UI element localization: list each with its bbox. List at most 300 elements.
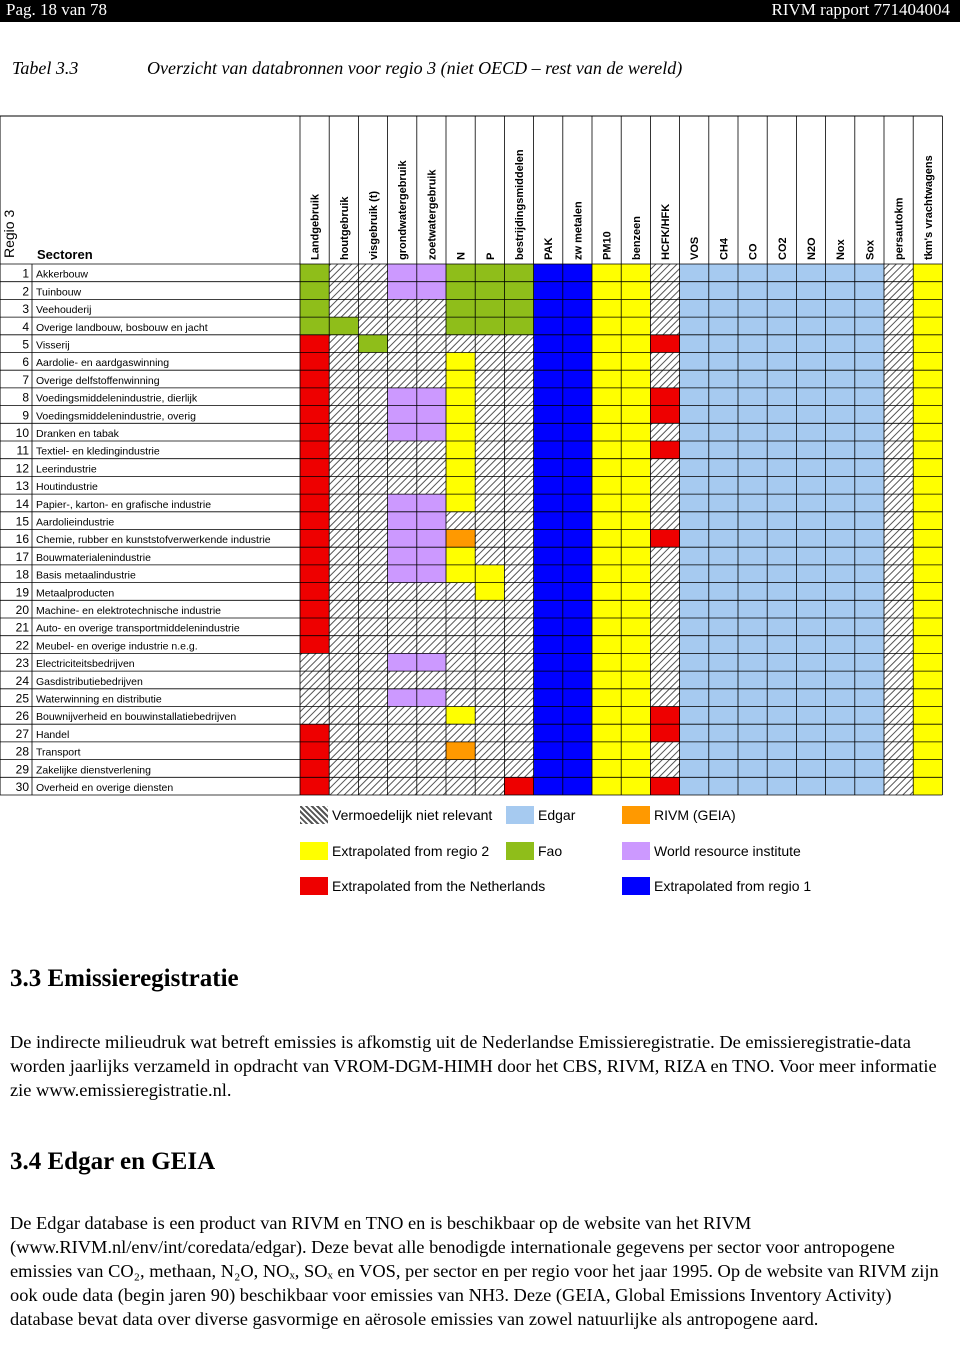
matrix-cell (709, 406, 738, 424)
matrix-cell (913, 547, 942, 565)
matrix-cell (796, 299, 825, 317)
matrix-cell (680, 707, 709, 725)
matrix-cell (650, 600, 679, 618)
matrix-cell (680, 724, 709, 742)
matrix-cell (504, 388, 533, 406)
sector-name: Overheid en overige diensten (36, 782, 174, 794)
matrix-cell (855, 689, 884, 707)
matrix-cell (884, 370, 913, 388)
matrix-cell (884, 636, 913, 654)
matrix-cell (329, 353, 358, 371)
matrix-cell (475, 777, 504, 795)
matrix-cell (680, 565, 709, 583)
matrix-cell (300, 565, 329, 583)
matrix-cell (709, 264, 738, 282)
matrix-cell (475, 760, 504, 778)
matrix-cell (417, 423, 446, 441)
matrix-cell (709, 671, 738, 689)
matrix-cell (709, 423, 738, 441)
sector-name: Auto- en overige transportmiddelenindustrie (36, 622, 240, 635)
matrix-cell (563, 760, 592, 778)
matrix-cell (300, 530, 329, 548)
matrix-cell (300, 335, 329, 353)
matrix-cell (680, 335, 709, 353)
matrix-cell (504, 459, 533, 477)
matrix-cell (650, 423, 679, 441)
matrix-cell (680, 777, 709, 795)
sector-name: Textiel- en kledingindustrie (36, 445, 160, 458)
matrix-cell (388, 441, 417, 459)
matrix-cell (767, 423, 796, 441)
matrix-cell (680, 388, 709, 406)
column-header: visgebruik (t) (368, 190, 380, 260)
column-header: houtgebruik (338, 196, 351, 260)
matrix-cell (300, 370, 329, 388)
matrix-cell (592, 370, 621, 388)
matrix-cell (388, 459, 417, 477)
matrix-cell (855, 671, 884, 689)
matrix-cell (592, 494, 621, 512)
matrix-cell (680, 459, 709, 477)
matrix-cell (738, 547, 767, 565)
matrix-cell (709, 476, 738, 494)
matrix-cell (358, 777, 387, 795)
matrix-cell (796, 406, 825, 424)
sector-number: 12 (15, 461, 29, 476)
matrix-cell (884, 565, 913, 583)
matrix-cell (738, 370, 767, 388)
matrix-cell (621, 282, 650, 300)
matrix-cell (738, 618, 767, 636)
matrix-cell (563, 476, 592, 494)
matrix-cell (913, 689, 942, 707)
matrix-cell (913, 742, 942, 760)
matrix-cell (680, 476, 709, 494)
legend-label: Vermoedelijk niet relevant (332, 807, 493, 823)
matrix-cell (680, 353, 709, 371)
matrix-cell (563, 653, 592, 671)
matrix-cell (563, 299, 592, 317)
matrix-cell (767, 760, 796, 778)
matrix-cell (417, 689, 446, 707)
matrix-cell (300, 689, 329, 707)
matrix-cell (738, 707, 767, 725)
matrix-cell (913, 600, 942, 618)
matrix-cell (358, 476, 387, 494)
matrix-cell (504, 583, 533, 601)
matrix-cell (621, 370, 650, 388)
matrix-cell (884, 689, 913, 707)
matrix-cell (855, 583, 884, 601)
column-header: CO2 (776, 237, 789, 260)
matrix-cell (767, 547, 796, 565)
matrix-cell (913, 388, 942, 406)
matrix-cell (358, 370, 387, 388)
matrix-cell (388, 388, 417, 406)
matrix-cell (592, 618, 621, 636)
column-header: PM10 (601, 231, 614, 260)
matrix-cell (884, 742, 913, 760)
matrix-cell (767, 707, 796, 725)
matrix-cell (446, 264, 475, 282)
sectors-label: Sectoren (37, 247, 93, 262)
matrix-cell (300, 653, 329, 671)
matrix-cell (826, 742, 855, 760)
matrix-cell (475, 299, 504, 317)
matrix-cell (709, 724, 738, 742)
matrix-cell (767, 317, 796, 335)
matrix-cell (680, 406, 709, 424)
matrix-cell (621, 653, 650, 671)
matrix-cell (767, 618, 796, 636)
sector-name: Houtindustrie (36, 481, 98, 494)
matrix-cell (592, 353, 621, 371)
matrix-cell (709, 530, 738, 548)
matrix-cell (534, 388, 563, 406)
sector-number: 25 (15, 691, 29, 706)
matrix-cell (913, 476, 942, 494)
sector-name: Machine- en elektrotechnische industrie (36, 605, 222, 617)
sector-number: 18 (15, 567, 29, 582)
matrix-cell (738, 459, 767, 477)
matrix-cell (534, 335, 563, 353)
matrix-cell (417, 388, 446, 406)
matrix-cell (796, 282, 825, 300)
matrix-cell (709, 353, 738, 371)
matrix-cell (709, 441, 738, 459)
matrix-cell (621, 264, 650, 282)
matrix-cell (504, 335, 533, 353)
matrix-cell (358, 707, 387, 725)
matrix-cell (592, 671, 621, 689)
matrix-cell (300, 353, 329, 371)
matrix-cell (680, 423, 709, 441)
sector-name: Tuinbouw (36, 286, 82, 299)
matrix-cell (592, 742, 621, 760)
matrix-cell (592, 423, 621, 441)
matrix-cell (884, 317, 913, 335)
matrix-cell (300, 512, 329, 530)
matrix-cell (826, 724, 855, 742)
matrix-cell (680, 600, 709, 618)
matrix-cell (592, 760, 621, 778)
matrix-cell (417, 299, 446, 317)
matrix-cell (680, 370, 709, 388)
matrix-cell (563, 317, 592, 335)
matrix-cell (417, 618, 446, 636)
column-header: Sox (864, 239, 877, 260)
matrix-cell (504, 512, 533, 530)
matrix-cell (913, 459, 942, 477)
sector-name: Meubel- en overige industrie n.e.g. (36, 640, 198, 653)
matrix-cell (504, 724, 533, 742)
matrix-cell (826, 476, 855, 494)
matrix-cell (388, 423, 417, 441)
matrix-cell (650, 636, 679, 654)
matrix-cell (534, 583, 563, 601)
matrix-cell (534, 547, 563, 565)
matrix-cell (504, 530, 533, 548)
sector-name: Papier-, karton- en grafische industrie (36, 498, 212, 511)
matrix-cell (650, 494, 679, 512)
matrix-cell (884, 512, 913, 530)
column-header: VOS (689, 236, 702, 260)
matrix-cell (329, 317, 358, 335)
table-label: Tabel 3.3 (12, 58, 79, 78)
section-heading-edgar-geia: 3.4 Edgar en GEIA (10, 1148, 216, 1175)
matrix-cell (709, 282, 738, 300)
legend-swatch (622, 842, 650, 860)
matrix-cell (475, 689, 504, 707)
matrix-cell (709, 618, 738, 636)
matrix-cell (475, 565, 504, 583)
matrix-cell (563, 388, 592, 406)
matrix-cell (300, 388, 329, 406)
matrix-cell (563, 547, 592, 565)
matrix-cell (621, 317, 650, 335)
matrix-cell (446, 583, 475, 601)
matrix-cell (329, 530, 358, 548)
matrix-cell (855, 600, 884, 618)
matrix-cell (680, 317, 709, 335)
column-header: Nox (835, 239, 848, 260)
matrix-cell (621, 459, 650, 477)
matrix-cell (358, 600, 387, 618)
matrix-cell (592, 600, 621, 618)
matrix-cell (855, 264, 884, 282)
matrix-cell (738, 760, 767, 778)
matrix-cell (446, 565, 475, 583)
matrix-cell (913, 423, 942, 441)
report-id: RIVM rapport 771404004 (771, 0, 950, 19)
matrix-cell (884, 618, 913, 636)
matrix-cell (767, 600, 796, 618)
matrix-cell (475, 636, 504, 654)
matrix-cell (796, 530, 825, 548)
matrix-cell (300, 777, 329, 795)
matrix-cell (621, 494, 650, 512)
matrix-cell (329, 742, 358, 760)
matrix-cell (680, 671, 709, 689)
matrix-cell (446, 353, 475, 371)
matrix-cell (826, 406, 855, 424)
matrix-cell (650, 459, 679, 477)
matrix-cell (388, 264, 417, 282)
matrix-cell (417, 353, 446, 371)
matrix-cell (329, 760, 358, 778)
matrix-cell (621, 777, 650, 795)
matrix-cell (796, 583, 825, 601)
column-header: zw metalen (572, 201, 585, 260)
matrix-cell (504, 760, 533, 778)
matrix-cell (300, 476, 329, 494)
legend-label: World resource institute (654, 843, 801, 859)
matrix-cell (475, 441, 504, 459)
matrix-cell (650, 317, 679, 335)
matrix-cell (855, 317, 884, 335)
matrix-cell (592, 282, 621, 300)
matrix-cell (300, 742, 329, 760)
matrix-cell (300, 441, 329, 459)
matrix-cell (446, 530, 475, 548)
matrix-cell (680, 299, 709, 317)
matrix-cell (300, 282, 329, 300)
matrix-cell (475, 423, 504, 441)
matrix-cell (709, 299, 738, 317)
region-label: Regio 3 (1, 209, 17, 258)
matrix-cell (650, 671, 679, 689)
matrix-cell (826, 565, 855, 583)
matrix-cell (534, 512, 563, 530)
matrix-cell (826, 707, 855, 725)
matrix-cell (475, 547, 504, 565)
matrix-cell (913, 494, 942, 512)
matrix-cell (388, 653, 417, 671)
legend-label: Edgar (538, 807, 576, 823)
sector-number: 15 (15, 514, 29, 529)
matrix-cell (767, 282, 796, 300)
matrix-cell (709, 636, 738, 654)
matrix-cell (796, 600, 825, 618)
matrix-cell (650, 476, 679, 494)
matrix-cell (446, 600, 475, 618)
matrix-cell (855, 406, 884, 424)
matrix-cell (826, 600, 855, 618)
column-header: N (455, 252, 468, 260)
matrix-cell (709, 583, 738, 601)
matrix-cell (884, 724, 913, 742)
matrix-cell (826, 760, 855, 778)
matrix-cell (826, 530, 855, 548)
matrix-cell (767, 370, 796, 388)
matrix-cell (621, 512, 650, 530)
matrix-cell (358, 264, 387, 282)
matrix-cell (738, 317, 767, 335)
matrix-cell (913, 707, 942, 725)
matrix-cell (738, 565, 767, 583)
matrix-cell (680, 530, 709, 548)
matrix-cell (738, 406, 767, 424)
matrix-cell (475, 671, 504, 689)
matrix-cell (446, 547, 475, 565)
matrix-cell (884, 760, 913, 778)
matrix-cell (592, 724, 621, 742)
matrix-cell (592, 707, 621, 725)
matrix-cell (913, 335, 942, 353)
matrix-cell (796, 388, 825, 406)
matrix-cell (475, 406, 504, 424)
sector-name: Bouwnijverheid en bouwinstallatiebedrijven (36, 711, 237, 724)
matrix-cell (388, 760, 417, 778)
matrix-cell (388, 530, 417, 548)
matrix-cell (446, 777, 475, 795)
matrix-cell (884, 459, 913, 477)
matrix-cell (329, 299, 358, 317)
matrix-cell (358, 636, 387, 654)
matrix-cell (417, 370, 446, 388)
sector-number: 11 (16, 443, 29, 458)
legend-label: Fao (538, 843, 563, 859)
legend-swatch (300, 842, 328, 860)
matrix-cell (680, 618, 709, 636)
matrix-cell (680, 689, 709, 707)
matrix-cell (446, 618, 475, 636)
matrix-cell (855, 494, 884, 512)
matrix-cell (534, 282, 563, 300)
matrix-cell (650, 742, 679, 760)
matrix-cell (417, 547, 446, 565)
matrix-cell (796, 653, 825, 671)
sector-name: Handel (36, 728, 70, 741)
matrix-cell (796, 565, 825, 583)
matrix-cell (796, 671, 825, 689)
matrix-cell (738, 653, 767, 671)
matrix-cell (475, 317, 504, 335)
column-header: CO (747, 243, 760, 260)
matrix-cell (300, 459, 329, 477)
matrix-cell (329, 547, 358, 565)
matrix-cell (534, 565, 563, 583)
matrix-cell (650, 707, 679, 725)
column-header: bestrijdingsmiddelen (514, 149, 526, 260)
matrix-cell (855, 282, 884, 300)
matrix-cell (417, 317, 446, 335)
sector-name: Veehouderij (36, 304, 92, 317)
sector-number: 6 (22, 355, 29, 370)
sector-name: Basis metaalindustrie (36, 569, 136, 582)
matrix-cell (329, 264, 358, 282)
matrix-cell (475, 707, 504, 725)
matrix-cell (796, 618, 825, 636)
matrix-cell (884, 777, 913, 795)
matrix-cell (417, 724, 446, 742)
matrix-cell (767, 724, 796, 742)
matrix-cell (358, 299, 387, 317)
matrix-cell (300, 618, 329, 636)
matrix-cell (417, 459, 446, 477)
matrix-cell (300, 760, 329, 778)
matrix-cell (475, 264, 504, 282)
sector-number: 13 (15, 479, 29, 494)
matrix-cell (388, 547, 417, 565)
matrix-cell (329, 388, 358, 406)
matrix-cell (913, 653, 942, 671)
column-header: zoetwatergebruik (426, 169, 439, 260)
matrix-cell (826, 494, 855, 512)
matrix-cell (826, 618, 855, 636)
matrix-cell (300, 547, 329, 565)
matrix-cell (388, 494, 417, 512)
matrix-cell (358, 618, 387, 636)
sector-number: 26 (15, 709, 29, 724)
matrix-cell (826, 388, 855, 406)
matrix-cell (650, 760, 679, 778)
matrix-cell (884, 406, 913, 424)
matrix-cell (884, 335, 913, 353)
matrix-cell (767, 388, 796, 406)
matrix-cell (621, 299, 650, 317)
sector-number: 2 (22, 284, 29, 299)
matrix-cell (358, 282, 387, 300)
matrix-cell (504, 653, 533, 671)
matrix-cell (534, 777, 563, 795)
matrix-cell (329, 512, 358, 530)
matrix-cell (563, 618, 592, 636)
matrix-cell (913, 282, 942, 300)
matrix-cell (855, 724, 884, 742)
sector-name: Visserij (36, 339, 70, 352)
matrix-cell (709, 760, 738, 778)
